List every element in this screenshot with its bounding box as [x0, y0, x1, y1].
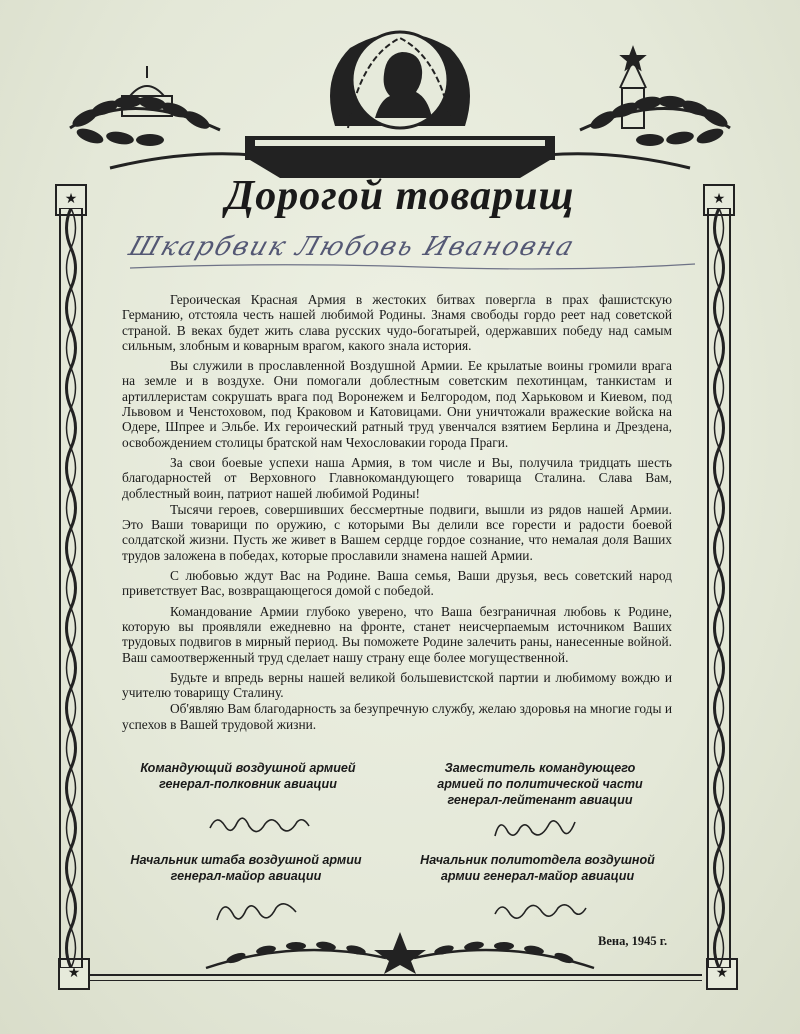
- signature-title-line: армией по политической части: [437, 777, 643, 791]
- left-border-column: [58, 208, 84, 968]
- star-icon: ★: [712, 192, 726, 207]
- handwritten-signature-deputy: [490, 810, 580, 846]
- bottom-border-rule: [90, 974, 702, 981]
- signature-block-deputy: [410, 760, 670, 808]
- signature-title-line: Начальник политотдела воздушной: [420, 853, 655, 867]
- paragraph: Вы служили в прославленной Воздушной Армии. Ее крылатые воины громили врага на земле и в воздухе. Они помогали доблестным советским пехотинцам, танкистам и артиллеристам сокрушать врага под Воронежем и Белгородом, под Харьковом и Киевом, под Львовом и Ченстоховом, под Краковом и Катовицами. Они уничтожали вражеские войска на Одере, Шпрее и Эльбе. Их героический ратный труд увенчался взятием Берлина и Дрездена, освобождением столицы братской нам Чехословакии города Праги.: [122, 358, 672, 450]
- footer-ornament: [196, 928, 604, 974]
- signature-block-political-department: [400, 852, 675, 884]
- signature-block-chief-of-staff: [110, 852, 382, 884]
- signature-block-commander: [118, 760, 378, 792]
- laurel-left-icon: [70, 95, 220, 147]
- portrait-emblem-icon: [330, 32, 470, 128]
- star-icon: ★: [715, 966, 729, 981]
- signature-title-line: армии генерал-майор авиации: [440, 869, 635, 883]
- wheat-right-icon: [414, 940, 594, 968]
- paragraph: Героическая Красная Армия в жестоких битвах повергла в прах фашистскую Германию, отстояла честь нашей любимой Родины. Знамя свободы гордо реет над советской страной. В веках будет жить слава русских чудо-богатырей, одержавших победу над самым сильным, злобным и коварным врагом, какого знала история.: [122, 292, 672, 353]
- star-icon: ★: [67, 966, 81, 981]
- recipient-name-line: [120, 232, 700, 272]
- letter-body: [122, 292, 672, 737]
- right-border-column: [706, 208, 732, 968]
- star-icon: [374, 932, 426, 974]
- handwritten-signature-commander: [205, 808, 315, 844]
- signature-title-line: генерал-лейтенант авиации: [447, 793, 633, 807]
- laurel-right-icon: [580, 95, 730, 147]
- paragraph: Тысячи героев, совершивших бессмертные подвиги, вышли из рядов нашей Армии. Это Ваши товарищи по оружию, с которыми Вы делили все горести и радости боевой солдатской жизни. Пусть же живет в Вашем сердце гордое сознание, что немалая доля Ваших трудов заложена в победах, которые прославили знамена нашей Армии.: [122, 501, 672, 563]
- paragraph: Об'являю Вам благодарность за безупречную службу, желаю здоровья на многие годы и успехов в Вашей трудовой жизни.: [122, 701, 672, 732]
- signature-title-line: Командующий воздушной армией: [140, 761, 356, 775]
- signature-title-line: Начальник штаба воздушной армии: [130, 853, 362, 867]
- paragraph: Будьте и впредь верны нашей великой большевистской партии и любимому вождю и учителю товарищу Сталину.: [122, 669, 672, 701]
- paragraph: С любовью ждут Вас на Родине. Ваша семья, Ваши друзья, весь советский народ приветствует Вас, возвращающегося домой с победой.: [122, 568, 672, 599]
- recipient-underline-stroke: [120, 260, 700, 274]
- handwritten-signature-political-department: [490, 892, 590, 928]
- wheat-left-icon: [206, 940, 386, 968]
- signature-title-line: Заместитель командующего: [444, 761, 636, 775]
- signature-title-line: генерал-полковник авиации: [159, 777, 337, 791]
- handwritten-signature-chief-of-staff: [212, 892, 302, 928]
- recipient-name-handwritten: Шкарбвик Любовь Ивановна: [125, 232, 580, 262]
- star-icon: ★: [64, 192, 78, 207]
- page-title: Дорогой товарищ: [225, 173, 575, 219]
- document-date: Вена, 1945 г.: [598, 934, 668, 948]
- paragraph: Командование Армии глубоко уверено, что Ваша безграничная любовь к Родине, которую вы проявляли ежедневно на фронте, станет неисчерпаемым источником Ваших трудовых подвигов в мирный период. Вы поможете Родине залечить раны, нанесенные войной. Ваш самоотверженный труд сделает нашу страну еще более могущественной.: [122, 603, 672, 665]
- paragraph: За свои боевые успехи наша Армия, в том числе и Вы, получила тридцать шесть благодарностей от Верховного Главнокомандующего товарища Сталина. Слава Вам, доблестный воин, патриот нашей любимой Родины!: [122, 454, 672, 501]
- signature-title-line: генерал-майор авиации: [170, 869, 322, 883]
- header-ornament: [50, 18, 750, 178]
